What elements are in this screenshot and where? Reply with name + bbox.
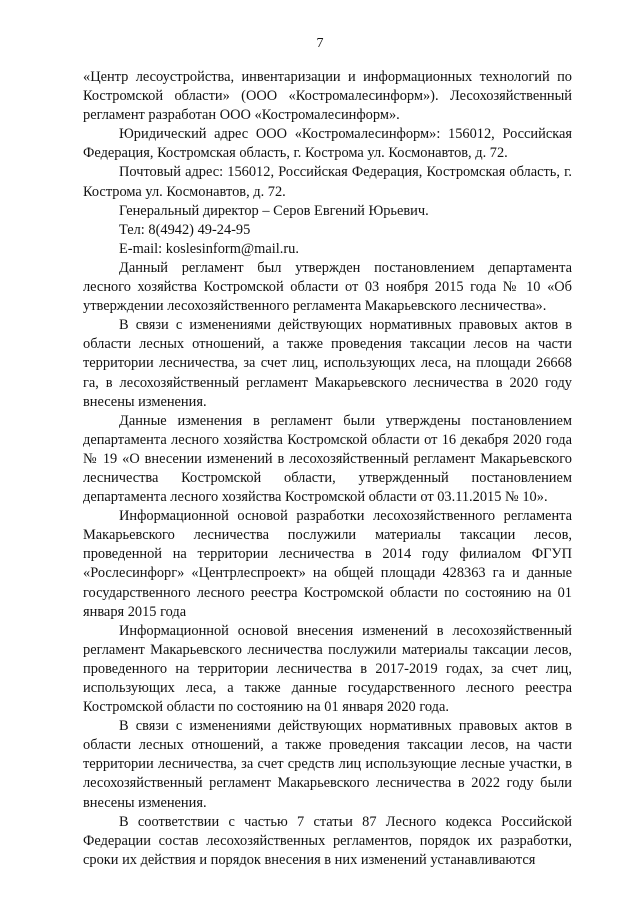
paragraph-forest-code: В соответствии с частью 7 статьи 87 Лесного кодекса Российской Федерации состав лесохозяйственных регламентов, порядок их разработки, сроки их действия и порядок внесения в них изменений устанавливаются — [83, 813, 572, 868]
paragraph-changes-approval: Данные изменения в регламент были утверждены постановлением департамента лесного хозяйства Костромской области от 16 декабря 2020 года № 19 «О внесении изменений в лесохозяйственный регламент Макарьевского лесничества Костромской области, утвержденный постановлением департамента лесного хозяйства Костромской области от 03.11.2015 № 10». — [83, 412, 572, 506]
paragraph-phone: Тел: 8(4942) 49-24-95 — [119, 221, 251, 238]
paragraph-approval: Данный регламент был утвержден постановлением департамента лесного хозяйства Костромской области от 03 ноября 2015 года № 10 «Об утверждении лесохозяйственного регламента Макарьевского лесничества». — [83, 259, 572, 315]
paragraph-information-basis: Информационной основой разработки лесохозяйственного регламента Макарьевского лесничества послужили материалы таксации лесов, проведенной на территории лесничества в 2014 году филиалом ФГУП «Рослесинфорг» «Центрлеспроект» на общей площади 428363 га и данные государственного лесного реестра Костромской области по состоянию на 01 января 2015 года — [83, 508, 572, 620]
document-body — [83, 68, 572, 870]
paragraph-changes-2022: В связи с изменениями действующих нормативных правовых актов в области лесных отношений, а также проведения таксации лесов, на части территории лесничества, за счет средств лиц использующие лесные участки, в лесохозяйственный регламент Макарьевского лесничества в 2022 году были внесены изменения. — [83, 718, 572, 811]
paragraph-email: E-mail: koslesinform@mail.ru. — [119, 240, 299, 257]
paragraph-legal-address: Юридический адрес ООО «Костромалесинформ»: 156012, Российская Федерация, Костромская область, г. Кострома ул. Космонавтов, д. 72. — [83, 126, 572, 162]
page-number: 7 — [316, 36, 324, 51]
paragraph-director: Генеральный директор – Серов Евгений Юрьевич. — [119, 202, 429, 219]
paragraph-changes-2020: В связи с изменениями действующих нормативных правовых актов в области лесных отношений, а также проведения таксации лесов на части территории лесничества, за счет лиц, использующих леса, на площади 26668 га, в лесохозяйственный регламент Макарьевского лесничества в 2020 году внесены изменения. — [83, 317, 572, 410]
paragraph-information-basis-changes: Информационной основой внесения изменений в лесохозяйственный регламент Макарьевского лесничества послужили материалы таксации лесов, проведенного на территории лесничества в 2017-2019 годах, за счет лиц, использующих леса, а также данные государственного лесного реестра Костромской области по состоянию на 01 января 2020 года. — [83, 622, 572, 716]
paragraph-organization: «Центр лесоустройства, инвентаризации и информационных технологий по Костромской области» (ООО «Костромалесинформ»). Лесохозяйственный регламент разработан ООО «Костромалесинформ». — [83, 69, 572, 124]
paragraph-postal-address: Почтовый адрес: 156012, Российская Федерация, Костромская область, г. Кострома ул. Космонавтов, д. 72. — [83, 164, 572, 200]
